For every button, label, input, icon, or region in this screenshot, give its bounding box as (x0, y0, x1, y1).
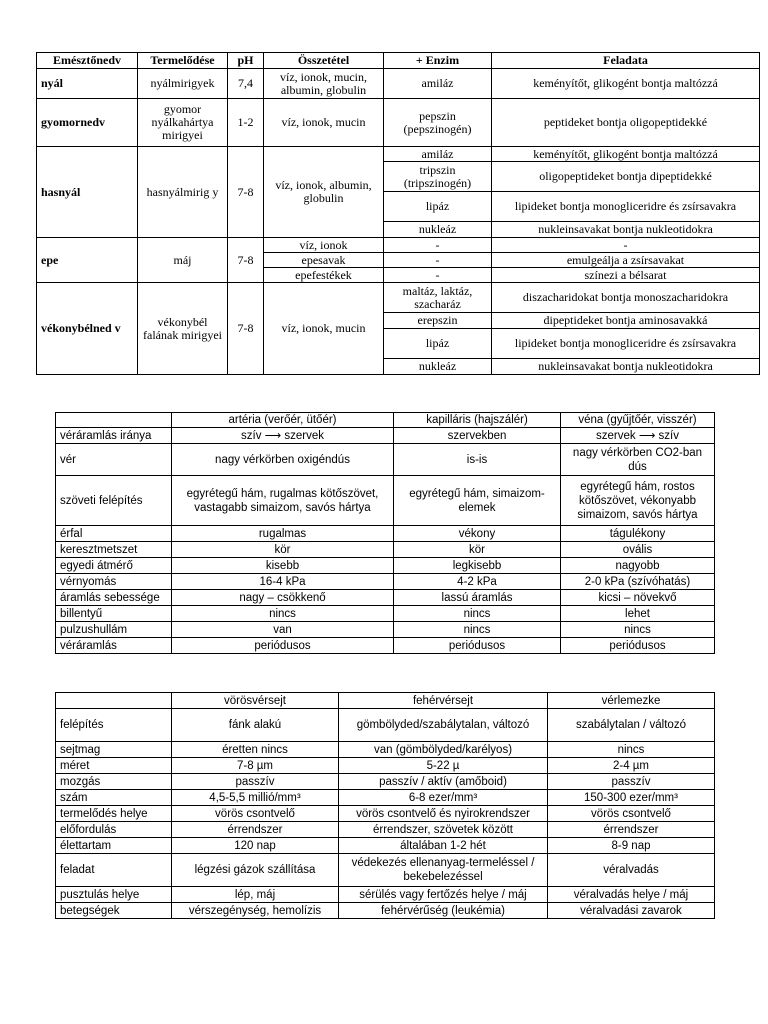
row-label: felépítés (56, 709, 172, 742)
table-cell: nagy vérkörben oxigéndús (172, 444, 394, 476)
composition-cell: víz, ionok (264, 238, 384, 253)
table-cell: egyrétegű hám, simaizom-elemek (394, 476, 561, 526)
header-cell: Emésztőnedv (37, 53, 138, 69)
row-label: áramlás sebessége (56, 590, 172, 606)
source-cell: gyomor nyálkahártya mirigyei (138, 99, 228, 147)
table-cell: lassú áramlás (394, 590, 561, 606)
table-row (56, 638, 715, 654)
table-row (37, 238, 760, 253)
row-label: méret (56, 758, 172, 774)
table-cell: érrendszer, szövetek között (339, 822, 548, 838)
row-label: véráramlás (56, 638, 172, 654)
table-row (56, 542, 715, 558)
table-row (56, 574, 715, 590)
table-row (56, 903, 715, 919)
row-label: vér (56, 444, 172, 476)
table-cell: nincs (172, 606, 394, 622)
blood-cells-table (55, 692, 715, 919)
table-row (56, 854, 715, 887)
header-cell: pH (228, 53, 264, 69)
row-label: billentyű (56, 606, 172, 622)
table-row (56, 709, 715, 742)
table-row (56, 887, 715, 903)
source-cell: hasnyálmirig y (138, 147, 228, 238)
table-cell: védekezés ellenanyag-termeléssel / bekebelezéssel (339, 854, 548, 887)
task-cell: emulgeálja a zsírsavakat (492, 253, 760, 268)
task-cell: színezi a bélsarat (492, 268, 760, 283)
task-cell: lipideket bontja monogliceridre és zsírsavakra (492, 329, 760, 359)
header-cell: vérlemezke (548, 693, 715, 709)
table-header-row (56, 413, 715, 428)
table-cell: általában 1-2 hét (339, 838, 548, 854)
table-row (56, 558, 715, 574)
enzyme-cell: tripszin (tripszinogén) (384, 162, 492, 192)
table-cell: szív ⟶ szervek (172, 428, 394, 444)
table-cell: 16-4 kPa (172, 574, 394, 590)
row-label: élettartam (56, 838, 172, 854)
table-cell: periódusos (172, 638, 394, 654)
composition-cell: víz, ionok, mucin (264, 283, 384, 375)
header-cell: Feladata (492, 53, 760, 69)
table-cell: is-is (394, 444, 561, 476)
composition-cell: epefestékek (264, 268, 384, 283)
table-cell: nincs (394, 606, 561, 622)
table-cell: éretten nincs (172, 742, 339, 758)
task-cell: peptideket bontja oligopeptidekké (492, 99, 760, 147)
table-cell: szervek ⟶ szív (561, 428, 715, 444)
table-cell: kör (394, 542, 561, 558)
header-cell: véna (gyűjtőér, visszér) (561, 413, 715, 428)
task-cell: keményítőt, glikogént bontja maltózzá (492, 69, 760, 99)
enzyme-cell: nukleáz (384, 359, 492, 375)
header-cell (56, 413, 172, 428)
task-cell: lipideket bontja monogliceridre és zsírsavakra (492, 192, 760, 222)
table-cell: passzív (172, 774, 339, 790)
row-label: betegségek (56, 903, 172, 919)
row-label: véráramlás iránya (56, 428, 172, 444)
ph-cell: 7-8 (228, 147, 264, 238)
table-row (37, 69, 760, 99)
enzyme-cell: nukleáz (384, 222, 492, 238)
table-cell: kisebb (172, 558, 394, 574)
table-cell: nagy – csökkenő (172, 590, 394, 606)
table-cell: legkisebb (394, 558, 561, 574)
header-cell: kapilláris (hajszálér) (394, 413, 561, 428)
table-cell: van (172, 622, 394, 638)
row-label: szöveti felépítés (56, 476, 172, 526)
table-row (56, 428, 715, 444)
row-label: vérnyomás (56, 574, 172, 590)
organ-name: vékonybélned v (37, 283, 138, 375)
table-cell: nagyobb (561, 558, 715, 574)
table-cell: fánk alakú (172, 709, 339, 742)
table-cell: légzési gázok szállítása (172, 854, 339, 887)
table-cell: nincs (394, 622, 561, 638)
enzyme-cell: amiláz (384, 147, 492, 162)
table-cell: vörös csontvelő (172, 806, 339, 822)
table-cell: fehérvérűség (leukémia) (339, 903, 548, 919)
table-cell: 2-4 µm (548, 758, 715, 774)
table-cell: vékony (394, 526, 561, 542)
ph-cell: 1-2 (228, 99, 264, 147)
table-row (56, 758, 715, 774)
header-cell (56, 693, 172, 709)
table-cell: érrendszer (548, 822, 715, 838)
table-cell: lép, máj (172, 887, 339, 903)
table-cell: periódusos (561, 638, 715, 654)
table-cell: egyrétegű hám, rugalmas kötőszövet, vastagabb simaizom, savós hártya (172, 476, 394, 526)
table-cell: szabálytalan / változó (548, 709, 715, 742)
table-cell: egyrétegű hám, rostos kötőszövet, vékonyabb simaizom, savós hártya (561, 476, 715, 526)
enzyme-cell: - (384, 253, 492, 268)
task-cell: diszacharidokat bontja monoszacharidokra (492, 283, 760, 313)
table-cell: 120 nap (172, 838, 339, 854)
enzyme-cell: lipáz (384, 329, 492, 359)
digestive-juices-table (36, 52, 760, 375)
table-row (56, 838, 715, 854)
task-cell: keményítőt, glikogént bontja maltózzá (492, 147, 760, 162)
table-cell: vörös csontvelő és nyirokrendszer (339, 806, 548, 822)
task-cell: - (492, 238, 760, 253)
organ-name: gyomornedv (37, 99, 138, 147)
table-cell: van (gömbölyded/karélyos) (339, 742, 548, 758)
table-cell: passzív / aktív (amőboid) (339, 774, 548, 790)
table-row (56, 822, 715, 838)
table-row (56, 742, 715, 758)
row-label: termelődés helye (56, 806, 172, 822)
task-cell: nukleinsavakat bontja nukleotidokra (492, 359, 760, 375)
ph-cell: 7-8 (228, 283, 264, 375)
table-cell: vérszegénység, hemolízis (172, 903, 339, 919)
ph-cell: 7-8 (228, 238, 264, 283)
enzyme-cell: amiláz (384, 69, 492, 99)
header-cell: Termelődése (138, 53, 228, 69)
row-label: keresztmetszet (56, 542, 172, 558)
organ-name: nyál (37, 69, 138, 99)
organ-name: epe (37, 238, 138, 283)
task-cell: nukleinsavakat bontja nukleotidokra (492, 222, 760, 238)
table-cell: vörös csontvelő (548, 806, 715, 822)
table-cell: gömbölyded/szabálytalan, változó (339, 709, 548, 742)
table-cell: 7-8 µm (172, 758, 339, 774)
table-cell: kör (172, 542, 394, 558)
row-label: mozgás (56, 774, 172, 790)
row-label: szám (56, 790, 172, 806)
table-cell: nincs (548, 742, 715, 758)
ph-cell: 7,4 (228, 69, 264, 99)
table-row (56, 606, 715, 622)
table-cell: érrendszer (172, 822, 339, 838)
organ-name: hasnyál (37, 147, 138, 238)
row-label: pulzushullám (56, 622, 172, 638)
enzyme-cell: maltáz, laktáz, szacharáz (384, 283, 492, 313)
table-cell: 8-9 nap (548, 838, 715, 854)
composition-cell: víz, ionok, mucin, albumin, globulin (264, 69, 384, 99)
table-cell: 6-8 ezer/mm³ (339, 790, 548, 806)
table-cell: passzív (548, 774, 715, 790)
table-cell: kicsi – növekvő (561, 590, 715, 606)
header-cell: + Enzim (384, 53, 492, 69)
table-cell: periódusos (394, 638, 561, 654)
table-cell: 5-22 µ (339, 758, 548, 774)
table-cell: véralvadás helye / máj (548, 887, 715, 903)
table-cell: 4,5-5,5 millió/mm³ (172, 790, 339, 806)
task-cell: dipeptideket bontja aminosavakká (492, 313, 760, 329)
source-cell: nyálmirigyek (138, 69, 228, 99)
table-cell: szervekben (394, 428, 561, 444)
enzyme-cell: pepszin (pepszinogén) (384, 99, 492, 147)
enzyme-cell: - (384, 238, 492, 253)
composition-cell: víz, ionok, albumin, globulin (264, 147, 384, 238)
source-cell: vékonybél falának mirigyei (138, 283, 228, 375)
table-cell: tágulékony (561, 526, 715, 542)
table-cell: nincs (561, 622, 715, 638)
table-row (56, 622, 715, 638)
task-cell: oligopeptideket bontja dipeptidekké (492, 162, 760, 192)
table-row (37, 147, 760, 162)
table-row (56, 774, 715, 790)
table-header-row (56, 693, 715, 709)
enzyme-cell: lipáz (384, 192, 492, 222)
table-row (56, 444, 715, 476)
row-label: sejtmag (56, 742, 172, 758)
row-label: egyedi átmérő (56, 558, 172, 574)
table-row (37, 99, 760, 147)
table-row (56, 806, 715, 822)
table-cell: ovális (561, 542, 715, 558)
enzyme-cell: - (384, 268, 492, 283)
table-row (56, 526, 715, 542)
header-cell: fehérvérsejt (339, 693, 548, 709)
table-row (56, 790, 715, 806)
row-label: előfordulás (56, 822, 172, 838)
header-cell: Összetétel (264, 53, 384, 69)
composition-cell: epesavak (264, 253, 384, 268)
source-cell: máj (138, 238, 228, 283)
blood-vessels-table (55, 412, 715, 654)
row-label: pusztulás helye (56, 887, 172, 903)
table-header-row (37, 53, 760, 69)
header-cell: vörösvérsejt (172, 693, 339, 709)
table-cell: lehet (561, 606, 715, 622)
row-label: érfal (56, 526, 172, 542)
table-cell: 4-2 kPa (394, 574, 561, 590)
table-cell: véralvadás (548, 854, 715, 887)
row-label: feladat (56, 854, 172, 887)
table-cell: sérülés vagy fertőzés helye / máj (339, 887, 548, 903)
table-row (37, 283, 760, 313)
table-cell: 150-300 ezer/mm³ (548, 790, 715, 806)
table-cell: nagy vérkörben CO2-ban dús (561, 444, 715, 476)
table-cell: véralvadási zavarok (548, 903, 715, 919)
table-cell: rugalmas (172, 526, 394, 542)
enzyme-cell: erepszin (384, 313, 492, 329)
table-cell: 2-0 kPa (szívóhatás) (561, 574, 715, 590)
table-row (56, 590, 715, 606)
table-row (56, 476, 715, 526)
composition-cell: víz, ionok, mucin (264, 99, 384, 147)
header-cell: artéria (verőér, ütőér) (172, 413, 394, 428)
